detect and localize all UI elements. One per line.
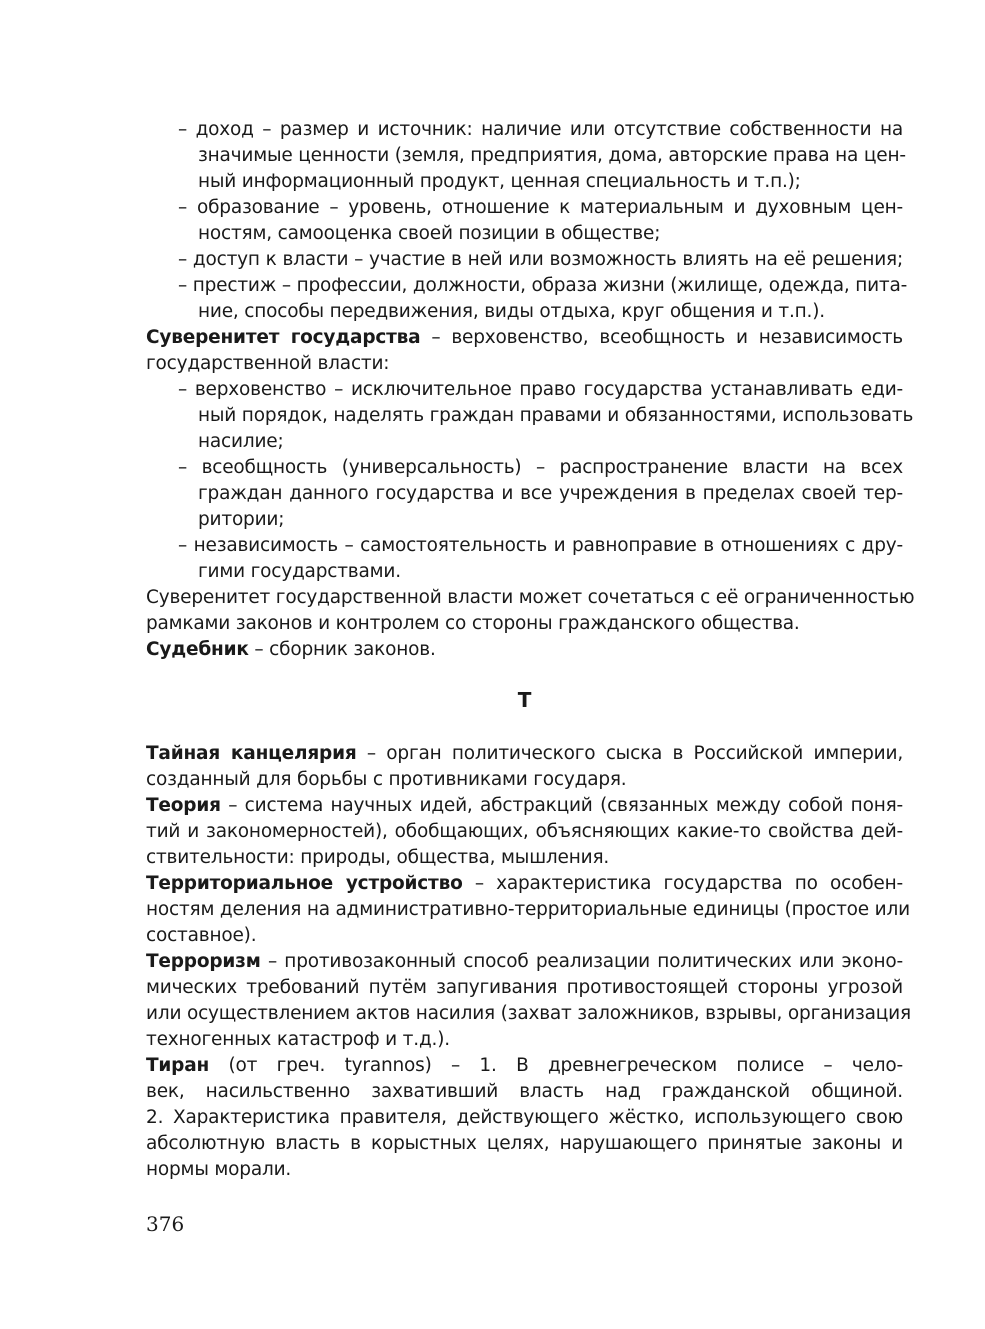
bullet-income-line-1: – доход – размер и источник: наличие или отсутствие собственности на <box>178 119 903 140</box>
entry-terrorism <box>146 949 911 1053</box>
entry-terrorism-line-3: или осуществлением актов насилия (захват заложников, взрывы, организация <box>146 1003 911 1024</box>
bullet-independence-line-1: – независимость – самостоятельность и равноправие в отношениях с дру- <box>178 535 903 556</box>
bullet-universality-line-1: – всеобщность (универсальность) – распространение власти на всех <box>178 457 903 478</box>
bullet-education-line-1: – образование – уровень, отношение к материальным и духовным цен- <box>178 197 903 218</box>
entry-tyrant-line-2: век, насильственно захвативший власть над гражданской общиной. <box>146 1081 903 1102</box>
entry-terrorism-line-2: мических требований путём запугивания противостоящей стороны угрозой <box>146 977 903 998</box>
entry-theory-line-3: ствительности: природы, общества, мышления. <box>146 847 610 868</box>
bullet-supremacy-line-1: – верховенство – исключительное право государства устанавливать еди- <box>178 379 903 400</box>
entry-secret-chancellery <box>146 741 903 793</box>
entry-secret-chancellery-line-1 <box>146 741 903 767</box>
entry-sudebnik <box>146 637 903 663</box>
entry-secret-chancellery-term: Тайная канцелярия <box>146 743 357 764</box>
entry-sovereignty <box>146 325 915 637</box>
entry-tyrant-line-4: абсолютную власть в корыстных целях, нарушающего принятые законы и <box>146 1133 903 1154</box>
page-number: 376 <box>146 1212 185 1236</box>
entry-sovereignty-definition: – верховенство, всеобщность и независимость <box>420 327 903 348</box>
bullet-universality-line-3: ритории; <box>198 509 285 530</box>
entry-theory-definition: – система научных идей, абстракций (связанных между собой поня- <box>220 795 903 816</box>
entry-territorial-structure-line-1 <box>146 871 903 897</box>
entry-theory-line-2: тий и закономерностей), обобщающих, объясняющих какие-то свойства дей- <box>146 821 903 842</box>
entry-territorial-structure-term: Территориальное устройство <box>146 873 463 894</box>
bullet-independence-line-2: гими государствами. <box>198 561 401 582</box>
sovereignty-note-line-1: Суверенитет государственной власти может сочетаться с её ограниченностью <box>146 587 915 608</box>
entry-theory-term: Теория <box>146 795 221 816</box>
bullet-universality-line-2: граждан данного государства и все учреждения в пределах своей тер- <box>198 483 903 504</box>
bullet-income-line-3: ный информационный продукт, ценная специальность и т.п.); <box>198 171 801 192</box>
entry-territorial-structure-definition: – характеристика государства по особен- <box>462 873 903 894</box>
entry-territorial-structure-line-2: ностям деления на административно-территориальные единицы (простое или <box>146 899 910 920</box>
entry-sovereignty-term: Суверенитет государства <box>146 327 421 348</box>
entry-tyrant <box>146 1053 903 1183</box>
entry-territorial-structure-line-3: составное). <box>146 925 257 946</box>
entry-sudebnik-term: Судебник <box>146 639 249 660</box>
entry-tyrant-line-3: 2. Характеристика правителя, действующего жёстко, использующего свою <box>146 1107 903 1128</box>
entry-tyrant-line-1 <box>146 1053 903 1079</box>
page-content <box>146 117 915 1183</box>
bullet-supremacy-line-2: ный порядок, наделять граждан правами и обязанностями, использовать <box>198 405 914 426</box>
entry-territorial-structure <box>146 871 910 949</box>
entry-tyrant-term: Тиран <box>146 1055 210 1076</box>
stratification-bullets <box>146 117 908 325</box>
entry-terrorism-line-4: техногенных катастроф и т.д.). <box>146 1029 450 1050</box>
entry-theory-line-1 <box>146 793 903 819</box>
entry-sovereignty-line-1 <box>146 325 903 351</box>
entry-tyrant-definition: (от греч. tyrannos) – 1. В древнегреческом полисе – чело- <box>209 1055 903 1076</box>
entry-terrorism-term: Терроризм <box>146 951 261 972</box>
entry-sudebnik-definition: – сборник законов. <box>248 639 436 660</box>
entry-secret-chancellery-line-2: созданный для борьбы с противниками государя. <box>146 769 627 790</box>
bullet-income-line-2: значимые ценности (земля, предприятия, дома, авторские права на цен- <box>198 145 906 166</box>
sovereignty-note-line-2: рамками законов и контролем со стороны гражданского общества. <box>146 613 800 634</box>
entry-terrorism-definition: – противозаконный способ реализации политических или эконо- <box>260 951 903 972</box>
entry-tyrant-line-5: нормы морали. <box>146 1159 292 1180</box>
entry-theory <box>146 793 903 871</box>
bullet-power-access-line-1: – доступ к власти – участие в ней или возможность влиять на её решения; <box>178 249 903 270</box>
section-letter-heading: Т <box>517 688 532 712</box>
bullet-supremacy-line-3: насилие; <box>198 431 284 452</box>
bullet-prestige-line-1: – престиж – профессии, должности, образа жизни (жилище, одежда, пита- <box>178 275 908 296</box>
entry-sovereignty-line-2: государственной власти: <box>146 353 390 374</box>
entry-secret-chancellery-definition: – орган политического сыска в Российской империи, <box>356 743 903 764</box>
bullet-prestige-line-2: ние, способы передвижения, виды отдыха, круг общения и т.п.). <box>198 301 825 322</box>
bullet-education-line-2: ностям, самооценка своей позиции в обществе; <box>198 223 661 244</box>
entry-terrorism-line-1 <box>146 949 903 975</box>
